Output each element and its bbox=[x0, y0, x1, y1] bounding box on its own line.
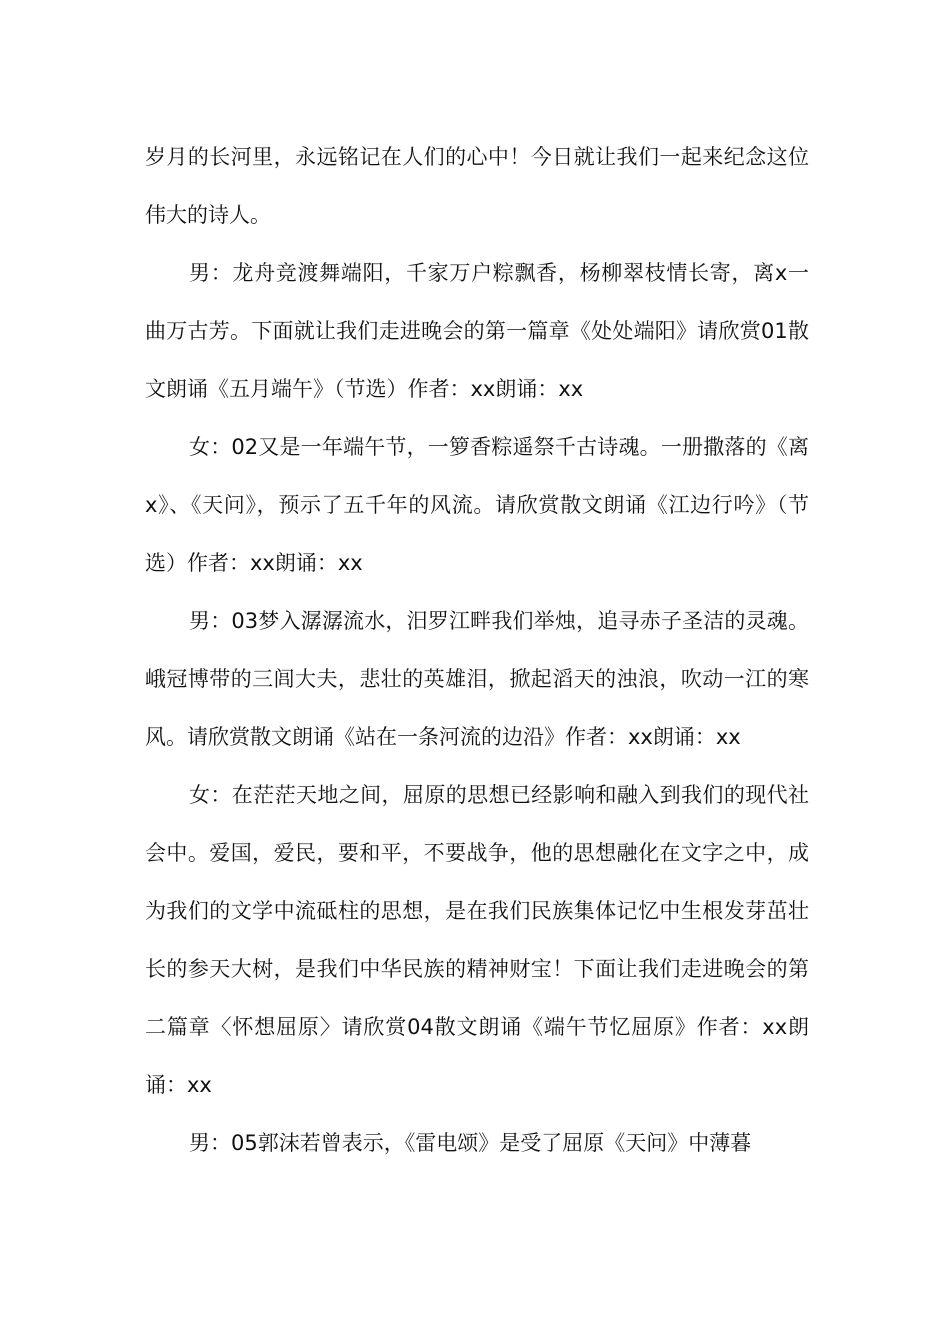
paragraph-male-host-3: 男：05郭沫若曾表示，《雷电颂》是受了屈原《天问》中薄暮 bbox=[189, 1131, 752, 1155]
paragraph-continued: 岁月的长河里，永远铭记在人们的心中！今日就让我们一起来纪念这位伟大的诗人。 bbox=[145, 145, 809, 227]
document-body bbox=[145, 128, 809, 1172]
paragraph-female-host-2: 女：在茫茫天地之间，屈原的思想已经影响和融入到我们的现代社会中。爱国，爱民，要和平，不要战争，他的思想融化在文字之中，成为我们的文学中流砥柱的思想，是在我们民族集体记忆中生根发芽茁壮长的参天大树，是我们中华民族的精神财宝！下面让我们走进晚会的第二篇章〈怀想屈原〉请欣赏04散文朗诵《端午节忆屈原》作者：xx朗诵：xx bbox=[145, 783, 809, 1097]
paragraph-male-host-2: 男：03梦入潺潺流水，汨罗江畔我们举烛，追寻赤子圣洁的灵魂。峨冠博带的三闾大夫，悲壮的英雄泪，掀起滔天的浊浪，吹动一江的寒风。请欣赏散文朗诵《站在一条河流的边沿》作者：xx朗诵：xx bbox=[145, 609, 809, 749]
paragraph-male-host-1: 男：龙舟竞渡舞端阳，千家万户粽飘香，杨柳翠枝情长寄，离x一曲万古芳。下面就让我们走进晚会的第一篇章《处处端阳》请欣赏01散文朗诵《五月端午》（节选）作者：xx朗诵：xx bbox=[145, 261, 809, 401]
paragraph-female-host-1: 女：02又是一年端午节，一箩香粽遥祭千古诗魂。一册撒落的《离x》、《天问》，预示了五千年的风流。请欣赏散文朗诵《江边行吟》（节选）作者：xx朗诵：xx bbox=[145, 435, 809, 575]
